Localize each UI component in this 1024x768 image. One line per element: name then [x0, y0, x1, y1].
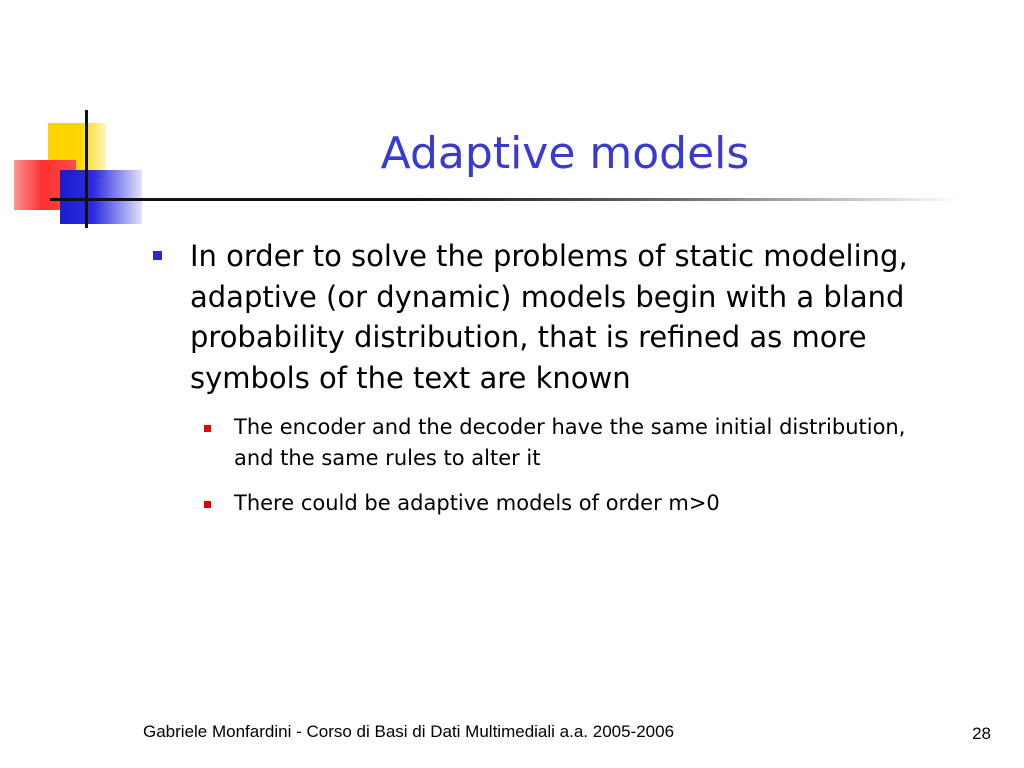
- bullet-level1: [150, 236, 950, 398]
- square-bullet-icon: [204, 425, 211, 432]
- title-underline: [50, 198, 960, 201]
- sub-bullet-text: The encoder and the decoder have the same initial distribution, and the same rules to alter it: [234, 415, 906, 470]
- bullet-text: In order to solve the problems of static modeling, adaptive (or dynamic) models begin with a bland probability distribution, that is refined as more symbols of the text are known: [190, 239, 908, 395]
- square-bullet-icon: [204, 501, 211, 508]
- sub-bullet-text: There could be adaptive models of order m>0: [234, 491, 720, 515]
- sub-bullet-list: [150, 412, 950, 519]
- logo-blue-square: [60, 170, 142, 224]
- bullet-level2: [234, 412, 950, 474]
- square-bullet-icon: [153, 251, 162, 260]
- slide-body: [150, 236, 950, 533]
- logo-vertical-line: [85, 110, 88, 228]
- overlapping-squares-logo-icon: [0, 0, 150, 240]
- bullet-level2: [234, 488, 950, 519]
- slide-title: Adaptive models: [380, 128, 750, 179]
- footer-text: Gabriele Monfardini - Corso di Basi di Dati Multimediali a.a. 2005-2006: [143, 722, 675, 741]
- page-number: 28: [972, 724, 991, 743]
